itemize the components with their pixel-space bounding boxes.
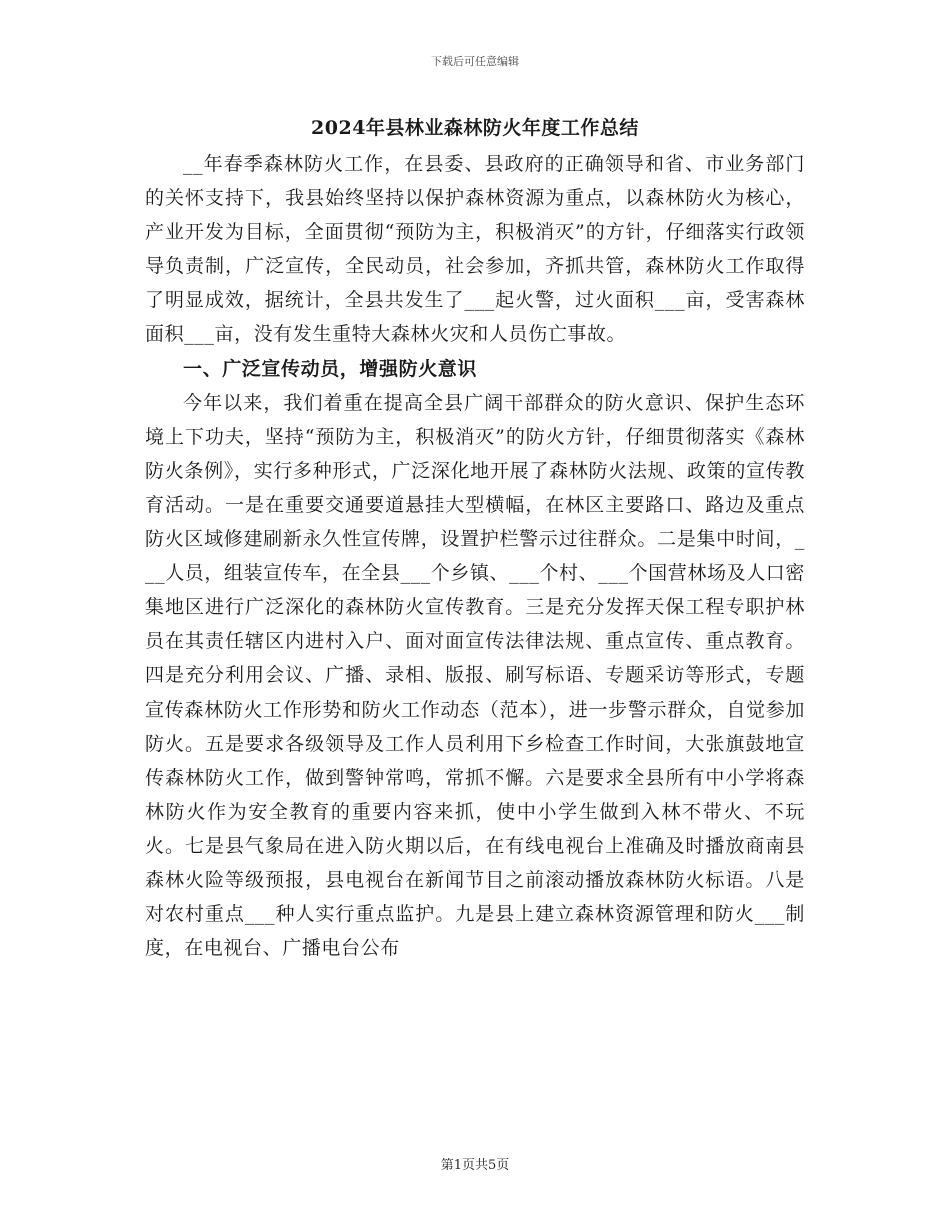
section-paragraph: 今年以来，我们着重在提高全县广阔干部群众的防火意识、保护生态环境上下功夫，坚持“预防为主，积极消灭”的防火方针，仔细贯彻落实《森林防火条例》，实行多种形式，广泛深化地开展了森林防火法规、政策的宣传教育活动。一是在重要交通要道悬挂大型横幅，在林区主要路口、路边及重点防火区域修建刷新永久性宣传牌，设置护栏警示过往群众。二是集中时间，___人员，组装宣传车，在全县___个乡镇、___个村、___个国营林场及人口密集地区进行广泛深化的森林防火宣传教育。三是充分发挥天保工程专职护林员在其责任辖区内进村入户、面对面宣传法律法规、重点宣传、重点教育。四是充分利用会议、广播、录相、版报、刷写标语、专题采访等形式，专题宣传森林防火工作形势和防火工作动态（范本），进一步警示群众，自觉参加防火。五是要求各级领导及工作人员利用下乡检查工作时间，大张旗鼓地宣传森林防火工作，做到警钟常鸣，常抓不懈。六是要求全县所有中小学将森林防火作为安全教育的重要内容来抓，使中小学生做到入林不带火、不玩火。七是县气象局在进入防火期以后，在有线电视台上准确及时播放商南县森林火险等级预报，县电视台在新闻节目之前滚动播放森林防火标语。八是对农村重点___种人实行重点监护。九是县上建立森林资源管理和防火___制度，在电视台、广播电台公布 [145,391,805,960]
intro-paragraph: __年春季森林防火工作，在县委、县政府的正确领导和省、市业务部门的关怀支持下，我县始终坚持以保护森林资源为重点，以森林防火为核心，产业开发为目标，全面贯彻“预防为主，积极消灭”的方针，仔细落实行政领导负责制，广泛宣传，全民动员，社会参加，齐抓共管，森林防火工作取得了明显成效，据统计，全县共发生了___起火警，过火面积___亩，受害森林面积___亩，没有发生重特大森林火灾和人员伤亡事故。 [145,153,805,346]
document-body [145,147,805,965]
section-heading: 一、广泛宣传动员，增强防火意识 [183,357,478,380]
page-number: 第1页共5页 [440,1158,510,1173]
page-header-note: 下载后可任意编辑 [431,55,519,68]
document-title: 2024年县林业森林防火年度工作总结 [311,117,639,139]
